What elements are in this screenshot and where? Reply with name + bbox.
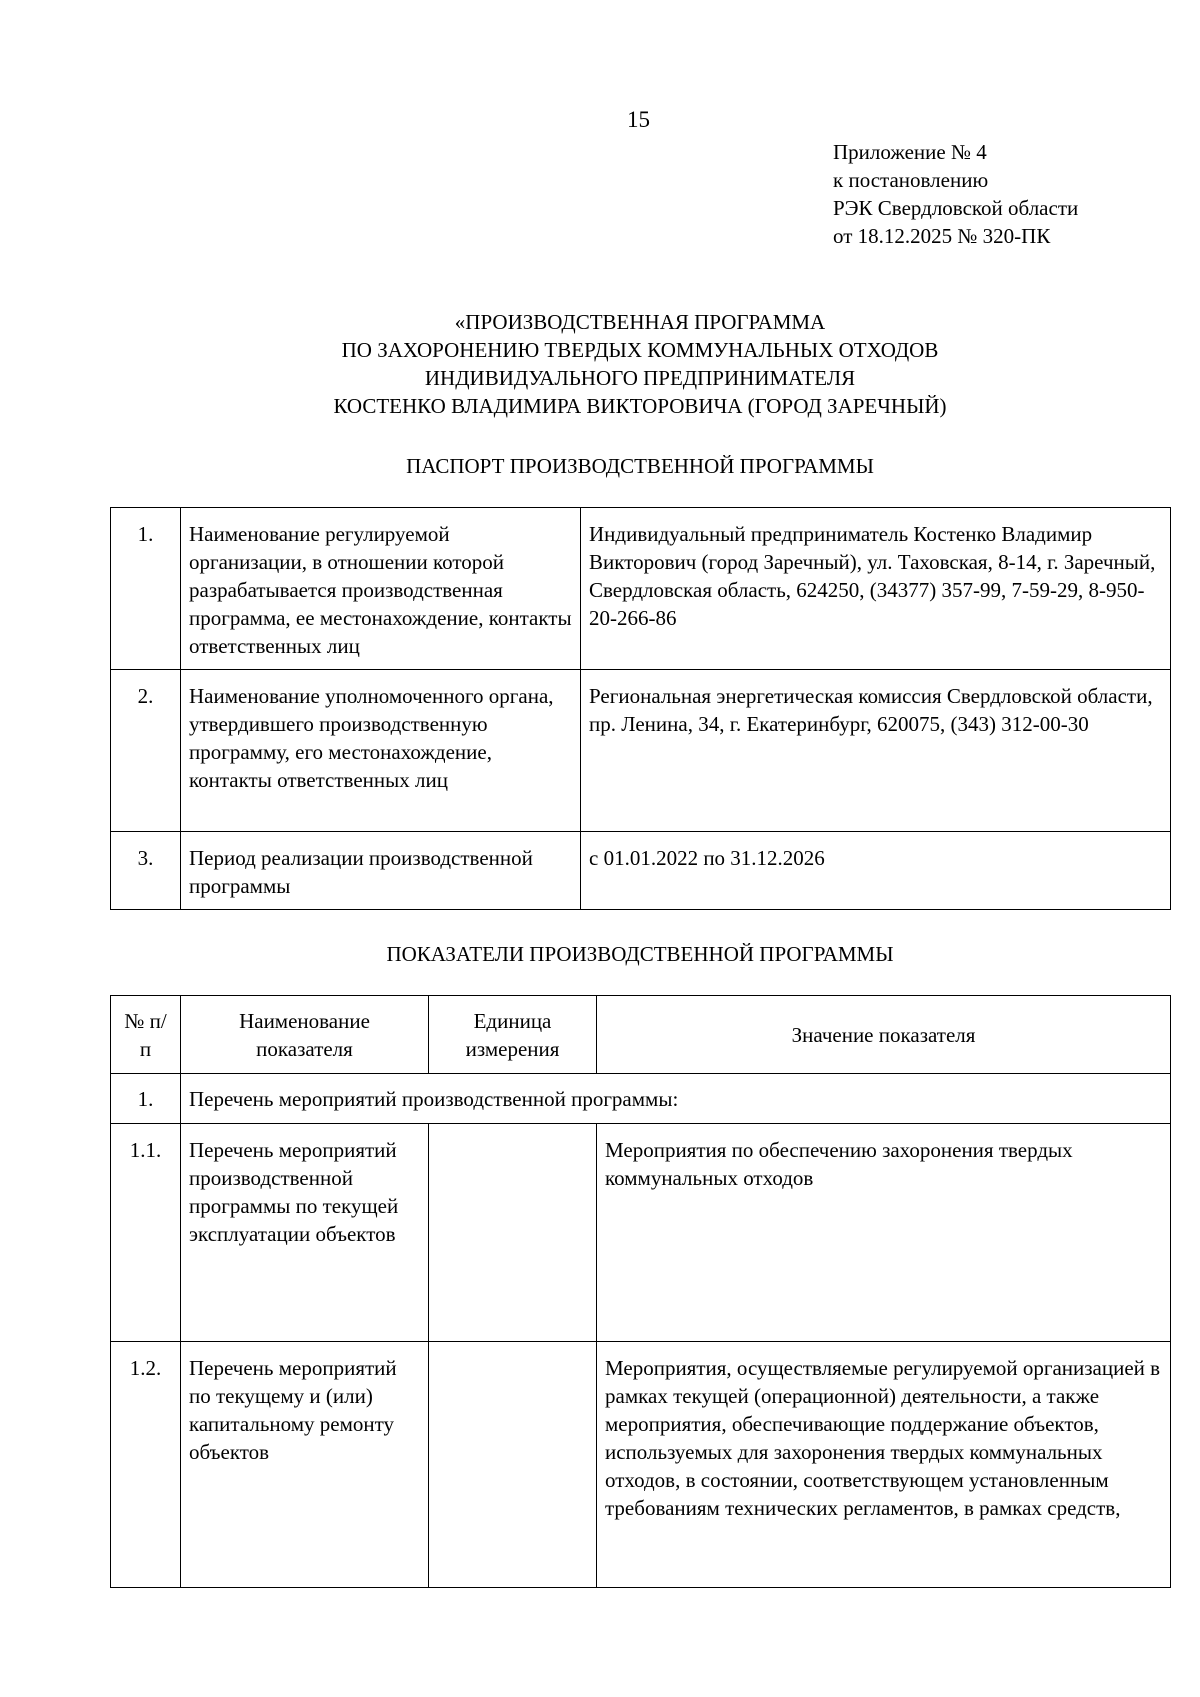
row-value: Индивидуальный предприниматель Костенко Владимир Викторович (город Заречный), ул. Таховская, 8-14, г. Заречный, Свердловская область, 624250, (34377) 357-99, 7-59-29, 8-950-20-266-86 [581,508,1171,670]
passport-table [110,507,1171,910]
title-line: ПО ЗАХОРОНЕНИЮ ТВЕРДЫХ КОММУНАЛЬНЫХ ОТХОДОВ [341,338,939,362]
row-number: 3. [111,832,181,910]
row-number: 1. [111,508,181,670]
row-name: Наименование уполномоченного органа, утвердившего производственную программу, его местонахождение, контакты ответственных лиц [181,670,581,832]
page-number: 15 [627,107,650,132]
appendix-line: от 18.12.2025 № 320-ПК [833,224,1051,248]
header-num: № п/п [111,996,181,1074]
row-unit [429,1342,597,1588]
document-title [110,308,1170,420]
table-row [111,1342,1171,1588]
title-line: «ПРОИЗВОДСТВЕННАЯ ПРОГРАММА [454,310,826,334]
table-row [111,1124,1171,1342]
header-value: Значение показателя [597,996,1171,1074]
table-row [111,508,1171,670]
row-number: 2. [111,670,181,832]
appendix-line: к постановлению [833,168,989,192]
appendix-line: Приложение № 4 [833,140,987,164]
row-name: Наименование регулируемой организации, в отношении которой разрабатывается производственная программа, ее местонахождение, контакты ответственных лиц [181,508,581,670]
indicators-heading: ПОКАЗАТЕЛИ ПРОИЗВОДСТВЕННОЙ ПРОГРАММЫ [386,942,894,966]
row-name: Перечень мероприятий по текущему и (или) капитальному ремонту объектов [181,1342,429,1588]
title-line: КОСТЕНКО ВЛАДИМИРА ВИКТОРОВИЧА (ГОРОД ЗАРЕЧНЫЙ) [333,394,947,418]
row-value: Мероприятия, осуществляемые регулируемой организацией в рамках текущей (операционной) деятельности, а также мероприятия, обеспечивающие поддержание объектов, используемых для захоронения твердых коммунальных отходов, в состоянии, соответствующем установленным требованиям технических регламентов, в рамках средств, [597,1342,1171,1588]
row-number: 1. [111,1074,181,1124]
table-row [111,1074,1171,1124]
appendix-block [833,138,1078,250]
header-name: Наименование показателя [181,996,429,1074]
passport-heading: ПАСПОРТ ПРОИЗВОДСТВЕННОЙ ПРОГРАММЫ [406,454,874,478]
section-title: Перечень мероприятий производственной программы: [181,1074,1171,1124]
row-value: Региональная энергетическая комиссия Свердловской области, пр. Ленина, 34, г. Екатеринбург, 620075, (343) 312-00-30 [581,670,1171,832]
indicators-table [110,995,1171,1588]
row-name: Перечень мероприятий производственной программы по текущей эксплуатации объектов [181,1124,429,1342]
table-row [111,670,1171,832]
row-value: с 01.01.2022 по 31.12.2026 [581,832,1171,910]
title-line: ИНДИВИДУАЛЬНОГО ПРЕДПРИНИМАТЕЛЯ [424,366,856,390]
table-header-row [111,996,1171,1074]
table-row [111,832,1171,910]
row-number: 1.1. [111,1124,181,1342]
row-name: Период реализации производственной программы [181,832,581,910]
appendix-line: РЭК Свердловской области [833,196,1079,220]
row-number: 1.2. [111,1342,181,1588]
header-unit: Единица измерения [429,996,597,1074]
row-value: Мероприятия по обеспечению захоронения твердых коммунальных отходов [597,1124,1171,1342]
row-unit [429,1124,597,1342]
